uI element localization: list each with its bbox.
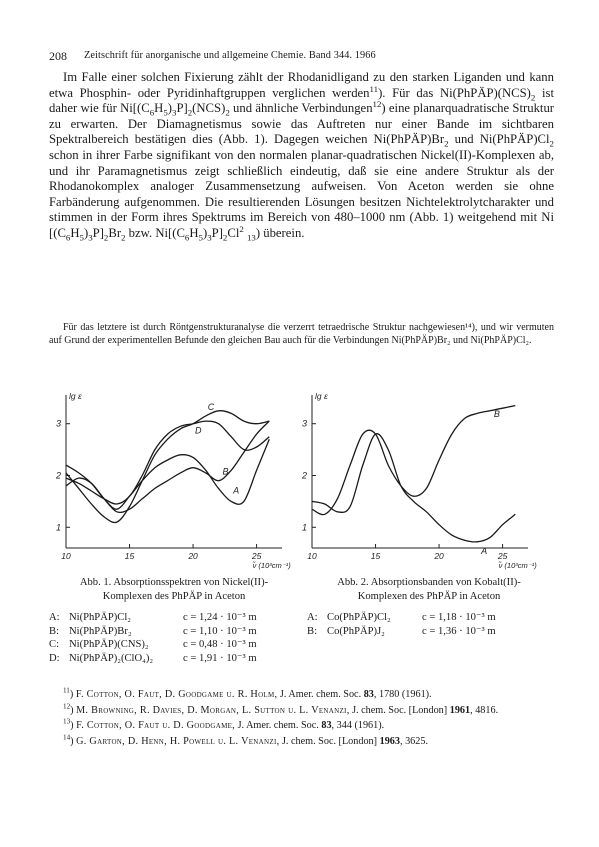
legend-compound: Ni(PhPÄP)₂(ClO₄)₂ [69, 652, 154, 664]
y-tick-label: 3 [301, 418, 307, 429]
page-number: 208 [49, 49, 67, 63]
legend-conc: c = 1,18 · 10⁻³ m [422, 612, 496, 623]
text-run: bzw. Ni[(C [125, 225, 185, 240]
text-run: Im Falle einer solchen Fixierung zählt der Rhodanidligand zu den starken Liganden und kann etwa Phosphin- oder Pyridinhaftgruppen verglichen werden [49, 70, 554, 100]
x-tick-label: 15 [370, 551, 381, 561]
footnote-volume: 1961 [449, 704, 471, 716]
text-run: P] [176, 101, 188, 116]
subscript: 2 [103, 232, 109, 243]
journal-title: Zeitschrift für anorganische und allgemeine Chemie. Band 344. 1966 [84, 50, 376, 61]
footnote-volume: 83 [363, 689, 374, 700]
main-paragraph-text [49, 70, 554, 242]
small-paragraph-text: Für das letztere ist durch Röntgenstrukturanalyse die verzerrt tetraedrische Struktur nachgewiesen¹⁴), und wir vermuten auf Grund der experimentellen Befunde den gleichen Bau auch für die Verbindungen Ni(PhPÄP)Br₂ und Ni(PhPÄP)Cl₂. [49, 322, 554, 346]
y-tick-label: 1 [55, 522, 61, 533]
subscript: 2 [225, 107, 230, 118]
figure2-caption [303, 576, 555, 603]
footnote-tail: , 3625. [399, 735, 428, 747]
figure2-legend [307, 611, 557, 638]
subscript: 3 [172, 107, 177, 118]
footnotes [49, 688, 554, 750]
x-tick-label: 25 [251, 551, 262, 561]
text-run: H [154, 101, 164, 116]
figure2-caption-line1: Abb. 2. Absorptionsbanden von Kobalt(II)- [337, 577, 521, 588]
legend-key: D: [49, 652, 60, 664]
footnote-ref: 2 [239, 223, 244, 234]
legend-row [307, 625, 557, 639]
legend-compound: Ni(PhPÄP)(CNS)₂ [69, 639, 149, 650]
figure1-caption [49, 576, 299, 603]
series-label: B [222, 466, 229, 477]
subscript: 5 [198, 232, 203, 243]
series-line-B [312, 406, 515, 515]
figure1-caption-line2: Komplexen des PhPÄP in Aceton [102, 590, 246, 602]
text-run: H [189, 225, 199, 240]
figure2-plot [300, 385, 550, 570]
x-tick-label: 25 [497, 551, 508, 561]
legend-conc: c = 1,91 · 10⁻³ m [183, 652, 257, 664]
y-axis-label: lg ε [315, 391, 328, 401]
footnote-14 [49, 735, 554, 749]
subscript: 3 [88, 232, 93, 243]
x-tick-label: 10 [61, 551, 71, 561]
footnote-number: 14 [63, 733, 71, 742]
text-run: ) [202, 225, 208, 240]
footnote-journal: J. Amer. chem. Soc. [277, 689, 364, 700]
legend-key: C: [49, 639, 60, 650]
x-axis-label: ν̃ (10³cm⁻¹) [498, 561, 537, 570]
footnote-paren: ) [70, 735, 77, 747]
y-tick-label: 2 [55, 470, 61, 481]
x-tick-label: 15 [124, 551, 135, 561]
subscript: 6 [149, 107, 155, 118]
series-label: D [195, 425, 202, 436]
series-label: A [233, 485, 240, 496]
footnote-journal: J. chem. Soc. [London] [349, 704, 450, 716]
legend-row [49, 652, 299, 666]
footnote-tail: , 4816. [470, 704, 499, 716]
series-label: C [207, 401, 215, 412]
subscript: 13 [246, 232, 256, 243]
legend-row [49, 638, 299, 652]
subscript: 2 [222, 232, 228, 243]
figure2-caption-line2: Komplexen des PhPÄP in Aceton [357, 590, 501, 602]
text-run: und ähnliche Verbindungen [229, 101, 373, 116]
figure1-plot [50, 385, 295, 570]
footnote-11 [49, 688, 554, 702]
small-paragraph [49, 321, 554, 347]
footnote-journal: J. chem. Soc. [London] [279, 735, 380, 747]
text-run: (NCS) [192, 101, 226, 116]
legend-row [307, 611, 557, 625]
text-run: Br [108, 225, 122, 240]
text-run: ) eine planarquadratische Struktur zu erwarten. Der Diamagnetismus sowie das Auftreten nur einer Bande im sichtbaren Spektralbereich bestätigen dies (Abb. 1). Dagegen weichen Ni(PhPÄP)Br [49, 101, 555, 147]
series-line-A [66, 439, 269, 509]
legend-conc: c = 0,48 · 10⁻³ m [183, 639, 257, 650]
footnote-number: 13 [63, 717, 71, 726]
text-run: ) [167, 101, 173, 116]
footnote-tail: , 1780 (1961). [373, 689, 432, 700]
text-run: ist daher wie für Ni[(C [49, 85, 554, 116]
legend-key: A: [307, 612, 318, 623]
figure1-legend [49, 611, 299, 665]
footnote-paren: ) [69, 689, 76, 700]
text-run: ). Für das Ni(PhPÄP)(NCS) [378, 85, 531, 100]
footnote-authors: G. Garton, D. Henn, H. Powell u. L. Venanzi, [76, 735, 280, 747]
text-run: ) [83, 225, 89, 240]
subscript: 6 [184, 232, 190, 243]
footnote-number: 11 [63, 686, 70, 695]
text-run: P] [92, 225, 104, 240]
legend-key: B: [307, 625, 318, 637]
y-tick-label: 1 [301, 522, 307, 533]
subscript: 5 [79, 232, 84, 243]
legend-row [49, 625, 299, 639]
text-run: P] [211, 225, 223, 240]
legend-compound: Ni(PhPÄP)Br₂ [69, 625, 132, 637]
footnote-volume: 1963 [379, 735, 400, 747]
subscript: 6 [65, 232, 71, 243]
legend-compound: Co(PhPÄP)J₂ [327, 625, 385, 637]
footnote-12 [49, 704, 554, 718]
footnote-authors: F. Cotton, O. Faut, D. Goodgame u. R. Holm, [75, 689, 278, 700]
subscript: 3 [207, 232, 212, 243]
footnote-tail: , 344 (1961). [331, 720, 385, 732]
subscript: 2 [121, 232, 126, 243]
x-axis-label: ν̃ (10³cm⁻¹) [252, 561, 291, 570]
legend-conc: c = 1,10 · 10⁻³ m [183, 625, 257, 637]
footnote-ref: 12 [372, 98, 382, 109]
y-axis-label: lg ε [69, 391, 82, 401]
series-line-C [66, 411, 269, 523]
y-tick-label: 3 [55, 418, 61, 429]
footnote-authors: M. Browning, R. Davies, D. Morgan, L. Sutton u. L. Venanzi, [76, 704, 350, 716]
footnote-ref: 11 [369, 83, 379, 94]
y-tick-label: 2 [301, 470, 307, 481]
text-run: Cl [227, 225, 240, 240]
subscript: 5 [163, 107, 168, 118]
subscript: 2 [530, 92, 536, 103]
x-tick-label: 10 [307, 551, 317, 561]
text-run: und Ni(PhPÄP)Cl [448, 132, 550, 147]
subscript: 2 [187, 107, 193, 118]
footnote-number: 12 [63, 702, 71, 711]
figure1-caption-line1: Abb. 1. Absorptionsspektren von Nickel(II)- [79, 577, 269, 588]
footnote-volume: 83 [321, 720, 332, 732]
subscript: 2 [549, 138, 554, 149]
footnote-journal: J. Amer. chem. Soc. [235, 720, 322, 732]
subscript: 2 [444, 138, 449, 149]
legend-row [49, 611, 299, 625]
text-run: schon in ihrer Farbe signifikant von den normalen planar-quadratischen Nickel(II)-Komplexen ab, und ihr Paramagnetismus zeigt schließlich eindeutig, daß sie eine andere Struktur als der Rhodanokomplex analoger Zusammensetzung aufweisen. Von Aceton werden sie ohne Farbänderung aufgenommen. Die resultierenden Lösungen besitzen Nichtelektrolytcharakter und stimmen in der Form ihres Spektrums im Bereich von 480–1000 nm (Abb. 1) weitgehend mit Ni [(C [49, 147, 554, 240]
legend-key: A: [49, 612, 60, 623]
text-run: ) überein. [255, 225, 305, 240]
series-label: A [481, 545, 488, 556]
footnote-13 [49, 719, 554, 733]
legend-compound: Co(PhPÄP)Cl₂ [327, 612, 391, 623]
x-tick-label: 20 [188, 551, 198, 561]
legend-conc: c = 1,36 · 10⁻³ m [422, 625, 496, 637]
text-run: H [70, 225, 80, 240]
legend-conc: c = 1,24 · 10⁻³ m [183, 612, 257, 623]
series-label: B [493, 408, 500, 419]
legend-compound: Ni(PhPÄP)Cl₂ [69, 612, 131, 623]
footnote-authors: F. Cotton, O. Faut u. D. Goodgame, [76, 720, 236, 732]
legend-key: B: [49, 625, 60, 637]
footnote-paren: ) [70, 720, 77, 732]
x-tick-label: 20 [434, 551, 444, 561]
main-paragraph [49, 70, 554, 242]
footnote-paren: ) [70, 704, 77, 716]
